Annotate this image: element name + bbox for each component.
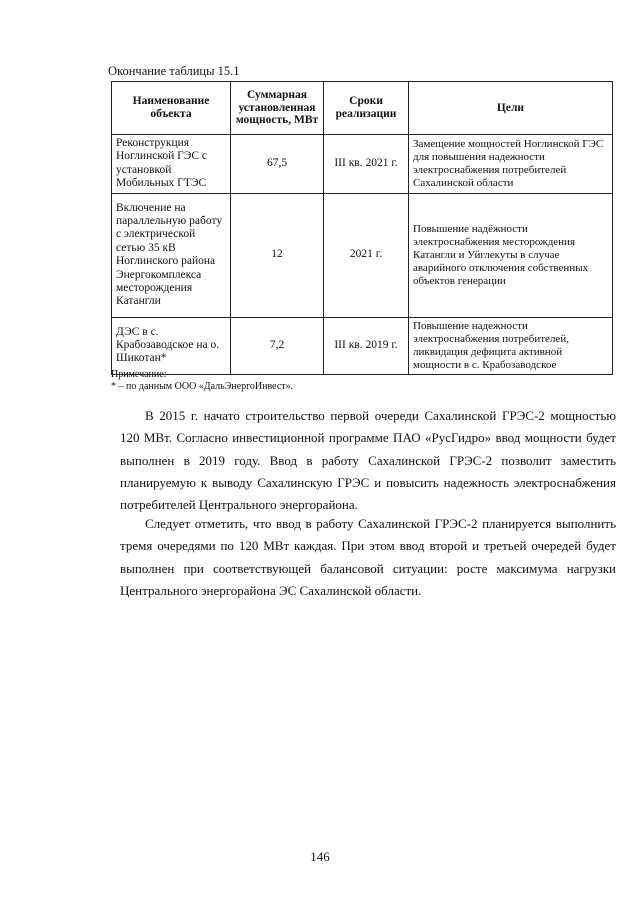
table-row (112, 317, 613, 374)
header-object-name: Наименование объекта (112, 82, 231, 135)
cell-object-name: ДЭС в с. Крабозаводское на о. Шикотан* (112, 317, 231, 374)
paragraph: Следует отметить, что ввод в работу Сахалинской ГРЭС-2 планируется выполнить тремя очередями по 120 МВт каждая. При этом ввод второй и третьей очередей будет выполнен при соответствующей балансовой ситуации: росте максимума нагрузки Центрального энергорайона ЭС Сахалинской области. (120, 516, 616, 598)
cell-capacity: 7,2 (231, 317, 324, 374)
note-text: * – по данным ООО «ДальЭнергоИнвест». (111, 381, 294, 392)
cell-goal: Повышение надежности электроснабжения потребителей, ликвидация дефицита активной мощности в с. Крабозаводское (409, 317, 613, 374)
paragraph: В 2015 г. начато строительство первой очереди Сахалинской ГРЭС-2 мощностью 120 МВт. Согласно инвестиционной программе ПАО «РусГидро» ввод мощности будет выполнен в 2019 году. Ввод в работу Сахалинской ГРЭС-2 позволит заместить планируемую к выводу Сахалинскую ГРЭС и повысить надежность электроснабжения потребителей Центрального энергорайона. (120, 408, 616, 513)
table-row (112, 135, 613, 194)
cell-period: III кв. 2019 г. (324, 317, 409, 374)
note-title: Примечание: (111, 369, 167, 380)
cell-goal: Повышение надёжности электроснабжения месторождения Катангли и Уйглекуты в случае аварийного отключения собственных объектов генерации (409, 193, 613, 317)
data-table (111, 81, 613, 375)
table-row (112, 193, 613, 317)
cell-object-name: Реконструкция Ноглинской ГЭС с установкой Мобильных ГТЭС (112, 135, 231, 194)
header-goals: Цели (409, 82, 613, 135)
header-capacity: Суммарная установленная мощность, МВт (231, 82, 324, 135)
cell-period: III кв. 2021 г. (324, 135, 409, 194)
header-period: Сроки реализации (324, 82, 409, 135)
table-caption: Окончание таблицы 15.1 (108, 64, 240, 78)
table-note (111, 369, 293, 393)
cell-capacity: 12 (231, 193, 324, 317)
cell-capacity: 67,5 (231, 135, 324, 194)
cell-object-name: Включение на параллельную работу с электрической сетью 35 кВ Ноглинского района Энергокомплекса месторождения Катангли (112, 193, 231, 317)
page-number: 146 (310, 849, 330, 864)
cell-goal: Замещение мощностей Ноглинской ГЭС для повышения надежности электроснабжения потребителей Сахалинской области (409, 135, 613, 194)
table-header-row (112, 82, 613, 135)
cell-period: 2021 г. (324, 193, 409, 317)
